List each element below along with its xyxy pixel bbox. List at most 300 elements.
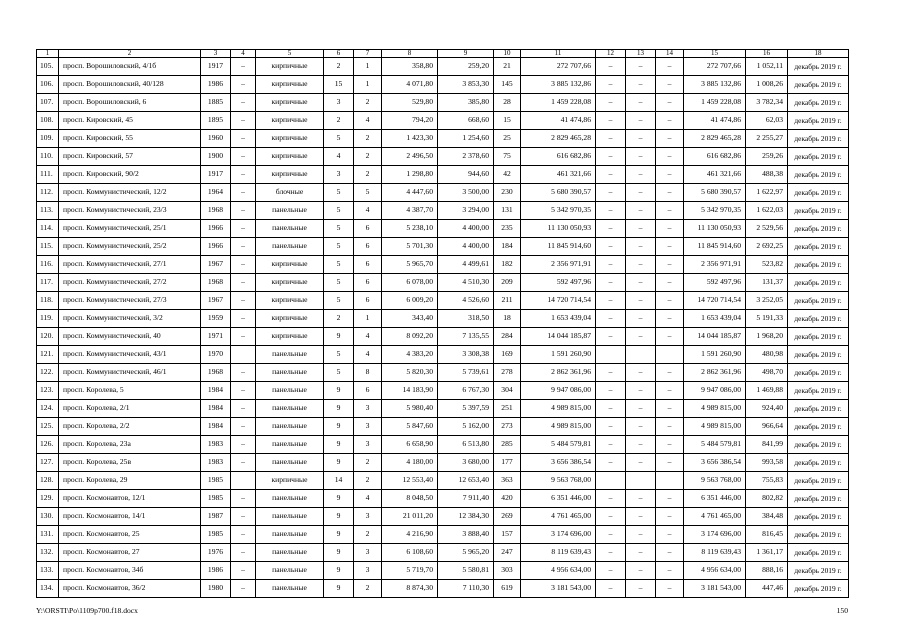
table-cell: 9 [324,436,354,454]
table-cell: декабрь 2019 г. [788,436,849,454]
table-cell: 529,80 [382,94,438,112]
table-cell: 9 [324,526,354,544]
table-cell: просп. Коммунистический, 46/1 [59,364,201,382]
table-cell: 1964 [201,184,231,202]
column-number: 15 [684,50,746,58]
table-cell: – [231,94,256,112]
table-cell: – [626,292,656,310]
table-cell: – [626,364,656,382]
table-cell: декабрь 2019 г. [788,112,849,130]
table-cell: 4 989 815,00 [684,400,746,418]
table-cell: 112. [37,184,59,202]
table-cell: декабрь 2019 г. [788,364,849,382]
table-cell: – [656,58,684,76]
table-cell: 8 [354,364,382,382]
table-row [37,274,849,292]
table-cell: 1 052,11 [746,58,788,76]
table-cell: 114. [37,220,59,238]
table-cell: 318,50 [438,310,494,328]
table-cell: панельные [256,436,324,454]
table-cell: 420 [494,490,521,508]
table-row [37,112,849,130]
table-row [37,166,849,184]
table-cell: декабрь 2019 г. [788,202,849,220]
column-number: 12 [596,50,626,58]
table-cell: – [596,274,626,292]
table-cell: 9 [324,454,354,472]
table-cell: панельные [256,454,324,472]
table-cell: 12 384,30 [438,508,494,526]
table-cell: 616 682,86 [521,148,596,166]
table-cell: 5 162,00 [438,418,494,436]
table-cell: 1983 [201,436,231,454]
table-cell: 3 656 386,54 [684,454,746,472]
table-cell: просп. Коммунистический, 27/3 [59,292,201,310]
table-cell: 6 [354,274,382,292]
table-cell: панельные [256,490,324,508]
table-cell: 4 [354,328,382,346]
table-cell: 3 174 696,00 [684,526,746,544]
table-row [37,148,849,166]
table-cell: – [596,202,626,220]
table-cell: блочные [256,184,324,202]
table-cell: 15 [494,112,521,130]
table-cell: 2 529,56 [746,220,788,238]
table-cell: 4 [354,490,382,508]
table-cell: 123. [37,382,59,400]
table-cell: 11 845 914,60 [521,238,596,256]
table-cell: 303 [494,562,521,580]
table-cell: 3 181 543,00 [521,580,596,598]
table-cell: 9 [324,328,354,346]
table-cell: 131 [494,202,521,220]
table-cell: декабрь 2019 г. [788,418,849,436]
table-cell: просп. Кировский, 57 [59,148,201,166]
table-cell: – [656,418,684,436]
table-cell: – [231,310,256,328]
table-cell: 363 [494,472,521,490]
table-cell: 4 216,90 [382,526,438,544]
table-cell: – [231,148,256,166]
table-cell: 1 008,26 [746,76,788,94]
table-cell: 8 874,30 [382,580,438,598]
table-cell: 6 078,00 [382,274,438,292]
table-cell: – [231,490,256,508]
table-cell: 3 [354,508,382,526]
table-cell: – [231,112,256,130]
table-cell: 110. [37,148,59,166]
table-cell: 14 044 185,87 [521,328,596,346]
table-cell: – [596,562,626,580]
table-cell: 924,40 [746,400,788,418]
table-cell: 2 [324,112,354,130]
table-cell: 130. [37,508,59,526]
table-cell: кирпичные [256,472,324,490]
table-cell: 2 378,60 [438,148,494,166]
table-cell: 1 361,17 [746,544,788,562]
table-cell: 259,26 [746,148,788,166]
table-cell: 5 397,59 [438,400,494,418]
table-cell: 523,82 [746,256,788,274]
table-cell: просп. Коммунистический, 43/1 [59,346,201,364]
table-cell: 121. [37,346,59,364]
table-cell: 21 [494,58,521,76]
table-cell: 6 351 446,00 [521,490,596,508]
table-cell: 2 496,50 [382,148,438,166]
table-cell: 1970 [201,346,231,364]
table-cell: – [626,544,656,562]
table-cell: 2 [324,58,354,76]
table-cell: 9 [324,580,354,598]
table-cell: 4 761 465,00 [684,508,746,526]
table-cell: 1900 [201,148,231,166]
table-cell: просп. Космонавтов, 25 [59,526,201,544]
table-cell: – [656,508,684,526]
table-cell: 120. [37,328,59,346]
table-cell: – [596,544,626,562]
table-cell: 2 862 361,96 [521,364,596,382]
table-cell: просп. Королева, 23а [59,436,201,454]
table-cell [596,346,626,364]
table-cell: 182 [494,256,521,274]
table-cell: 5 965,20 [438,544,494,562]
table-cell: 966,64 [746,418,788,436]
table-cell: декабрь 2019 г. [788,544,849,562]
table-cell: 230 [494,184,521,202]
table-cell: просп. Кировский, 90/2 [59,166,201,184]
table-cell: просп. Королева, 2/2 [59,418,201,436]
table-cell: 115. [37,238,59,256]
table-cell: 304 [494,382,521,400]
column-number: 13 [626,50,656,58]
table-cell: 1 [354,76,382,94]
table-cell: – [231,202,256,220]
table-cell: – [596,328,626,346]
table-row [37,544,849,562]
table-cell: 14 [324,472,354,490]
table-cell: – [656,220,684,238]
table-cell: – [596,454,626,472]
table-cell: 1986 [201,76,231,94]
table-cell: 5 701,30 [382,238,438,256]
table-cell: 272 707,66 [521,58,596,76]
table-cell: – [596,76,626,94]
table-cell: 358,80 [382,58,438,76]
table-cell: просп. Королева, 29 [59,472,201,490]
table-cell: 9 [324,418,354,436]
column-number-row [37,50,849,58]
table-cell: 5 [324,220,354,238]
table-cell: кирпичные [256,112,324,130]
table-cell: 1 622,97 [746,184,788,202]
table-cell: 6 009,20 [382,292,438,310]
table-cell: – [231,418,256,436]
table-cell: панельные [256,544,324,562]
table-cell: – [656,130,684,148]
table-cell: просп. Ворошиловский, 6 [59,94,201,112]
table-row [37,328,849,346]
table-cell: 9 [324,400,354,418]
table-cell: – [596,526,626,544]
column-number: 3 [201,50,231,58]
table-cell: декабрь 2019 г. [788,94,849,112]
table-cell: – [596,94,626,112]
column-number: 14 [656,50,684,58]
table-cell: – [231,454,256,472]
table-cell: 8 092,20 [382,328,438,346]
table-cell: просп. Коммунистический, 27/1 [59,256,201,274]
table-cell: 278 [494,364,521,382]
table-cell: – [231,436,256,454]
table-cell: 3 [354,400,382,418]
table-row [37,292,849,310]
table-cell: 1985 [201,490,231,508]
table-cell: – [656,256,684,274]
table-cell: 42 [494,166,521,184]
table-cell: 1 968,20 [746,328,788,346]
table-cell: 488,38 [746,166,788,184]
table-cell: – [231,58,256,76]
document-path: Y:\ORSTI\Po\1109p700.f18.docx [36,606,138,615]
table-cell: – [656,166,684,184]
table-row [37,526,849,544]
table-cell: 343,40 [382,310,438,328]
table-cell: 125. [37,418,59,436]
table-cell: – [596,58,626,76]
table-cell: 113. [37,202,59,220]
register-table [36,49,849,598]
table-cell: – [626,130,656,148]
table-cell: 21 011,20 [382,508,438,526]
table-cell: – [596,310,626,328]
table-cell: 5 980,40 [382,400,438,418]
table-cell [596,472,626,490]
table-cell: просп. Ворошиловский, 4/1б [59,58,201,76]
table-row [37,184,849,202]
table-cell: декабрь 2019 г. [788,256,849,274]
table-cell: панельные [256,508,324,526]
table-cell: – [656,400,684,418]
table-cell: – [626,166,656,184]
table-cell: 1971 [201,328,231,346]
table-cell: 1968 [201,274,231,292]
table-row [37,238,849,256]
table-cell: – [596,148,626,166]
table-cell: – [626,256,656,274]
table-cell: 3 888,40 [438,526,494,544]
table-cell: 4 [354,112,382,130]
table-cell: – [231,274,256,292]
table-cell: 6 [354,382,382,400]
table-row [37,130,849,148]
table-cell: 1 469,88 [746,382,788,400]
table-cell: декабрь 2019 г. [788,238,849,256]
table-cell: просп. Коммунистический, 25/2 [59,238,201,256]
table-cell: – [596,130,626,148]
table-row [37,220,849,238]
table-cell: 461 321,66 [684,166,746,184]
table-cell: 285 [494,436,521,454]
table-cell: 11 130 050,93 [684,220,746,238]
table-cell: 4 761 465,00 [521,508,596,526]
table-cell: 5 965,70 [382,256,438,274]
table-cell: – [656,490,684,508]
table-cell: – [656,562,684,580]
table-cell: 619 [494,580,521,598]
table-cell: 1 653 439,04 [684,310,746,328]
table-cell: декабрь 2019 г. [788,274,849,292]
table-cell: панельные [256,202,324,220]
table-cell: – [656,76,684,94]
table-cell: декабрь 2019 г. [788,472,849,490]
table-cell: панельные [256,418,324,436]
table-cell: 12 653,40 [438,472,494,490]
table-cell: – [656,184,684,202]
table-cell: 7 135,55 [438,328,494,346]
table-cell: – [626,526,656,544]
table-cell: 169 [494,346,521,364]
table-cell: – [596,292,626,310]
table-row [37,364,849,382]
table-cell: 6 108,60 [382,544,438,562]
table-cell: 5 [324,184,354,202]
table-row [37,58,849,76]
table-cell: 12 553,40 [382,472,438,490]
table-cell: панельные [256,238,324,256]
table-cell: 755,83 [746,472,788,490]
table-cell: 128. [37,472,59,490]
table-cell: 9 947 086,00 [521,382,596,400]
table-cell: – [596,508,626,526]
table-cell: 1967 [201,292,231,310]
table-cell: 5 342 970,35 [684,202,746,220]
table-cell: – [231,508,256,526]
table-cell: 1986 [201,562,231,580]
table-cell: – [656,94,684,112]
table-cell: декабрь 2019 г. [788,382,849,400]
table-cell: 4 400,00 [438,238,494,256]
table-row [37,490,849,508]
table-cell: 9 563 768,00 [684,472,746,490]
table-cell: просп. Коммунистический, 27/2 [59,274,201,292]
table-cell: кирпичные [256,94,324,112]
table-cell: 131. [37,526,59,544]
table-cell: – [626,238,656,256]
table-cell: 3 [354,544,382,562]
table-cell: 269 [494,508,521,526]
table-cell: 1976 [201,544,231,562]
table-cell: 9 563 768,00 [521,472,596,490]
table-cell: – [231,580,256,598]
table-cell: 1987 [201,508,231,526]
column-number: 6 [324,50,354,58]
table-cell: 132. [37,544,59,562]
table-cell: 3 181 543,00 [684,580,746,598]
table-cell: 5 680 390,57 [684,184,746,202]
table-cell: – [626,562,656,580]
table-cell: декабрь 2019 г. [788,220,849,238]
table-cell: 944,60 [438,166,494,184]
table-row [37,454,849,472]
table-cell: 2 [354,580,382,598]
table-cell: 1 459 228,08 [684,94,746,112]
table-cell: – [596,382,626,400]
table-cell: 9 [324,562,354,580]
table-cell [656,472,684,490]
table-cell: 3 [354,418,382,436]
table-cell: 5 484 579,81 [684,436,746,454]
table-cell: 1966 [201,238,231,256]
table-cell: кирпичные [256,328,324,346]
table-cell: 2 356 971,91 [684,256,746,274]
table-cell: – [626,274,656,292]
table-cell: 211 [494,292,521,310]
table-cell: 3 308,38 [438,346,494,364]
table-cell: 134. [37,580,59,598]
table-cell: – [231,220,256,238]
table-cell: 3 500,00 [438,184,494,202]
table-row [37,508,849,526]
table-cell: 5 [324,274,354,292]
table-cell: – [626,94,656,112]
table-cell: 7 110,30 [438,580,494,598]
table-cell: 6 513,80 [438,436,494,454]
table-cell: 3 782,34 [746,94,788,112]
table-cell: 3 252,05 [746,292,788,310]
table-cell: 117. [37,274,59,292]
table-cell: 480,98 [746,346,788,364]
table-cell: 7 911,40 [438,490,494,508]
column-number: 18 [788,50,849,58]
table-cell: – [231,328,256,346]
table-cell: 3 294,00 [438,202,494,220]
table-cell: 273 [494,418,521,436]
table-cell: – [656,112,684,130]
table-cell: – [231,238,256,256]
table-cell: 9 947 086,00 [684,382,746,400]
table-cell: 14 044 185,87 [684,328,746,346]
table-row [37,310,849,328]
table-cell: 2 829 465,28 [684,130,746,148]
table-cell: 5 719,70 [382,562,438,580]
table-cell: 9 [324,382,354,400]
table-cell: просп. Коммунистический, 25/1 [59,220,201,238]
table-row [37,76,849,94]
table-cell: 9 [324,508,354,526]
table-cell: – [656,202,684,220]
table-cell: 105. [37,58,59,76]
table-cell: 109. [37,130,59,148]
table-cell: 3 174 696,00 [521,526,596,544]
table-cell: просп. Космонавтов, 27 [59,544,201,562]
table-cell: просп. Космонавтов, 14/1 [59,508,201,526]
table-cell: 41 474,86 [684,112,746,130]
table-cell: кирпичные [256,292,324,310]
table-cell: 3 680,00 [438,454,494,472]
table-cell: 1 653 439,04 [521,310,596,328]
table-cell: 1917 [201,58,231,76]
table-cell: 5 484 579,81 [521,436,596,454]
table-cell: 5 580,81 [438,562,494,580]
column-number: 16 [746,50,788,58]
table-cell: 592 497,96 [684,274,746,292]
table-cell: 18 [494,310,521,328]
column-number: 2 [59,50,201,58]
table-cell: 5 820,30 [382,364,438,382]
table-cell: – [596,436,626,454]
table-cell: декабрь 2019 г. [788,562,849,580]
table-cell: 1960 [201,130,231,148]
